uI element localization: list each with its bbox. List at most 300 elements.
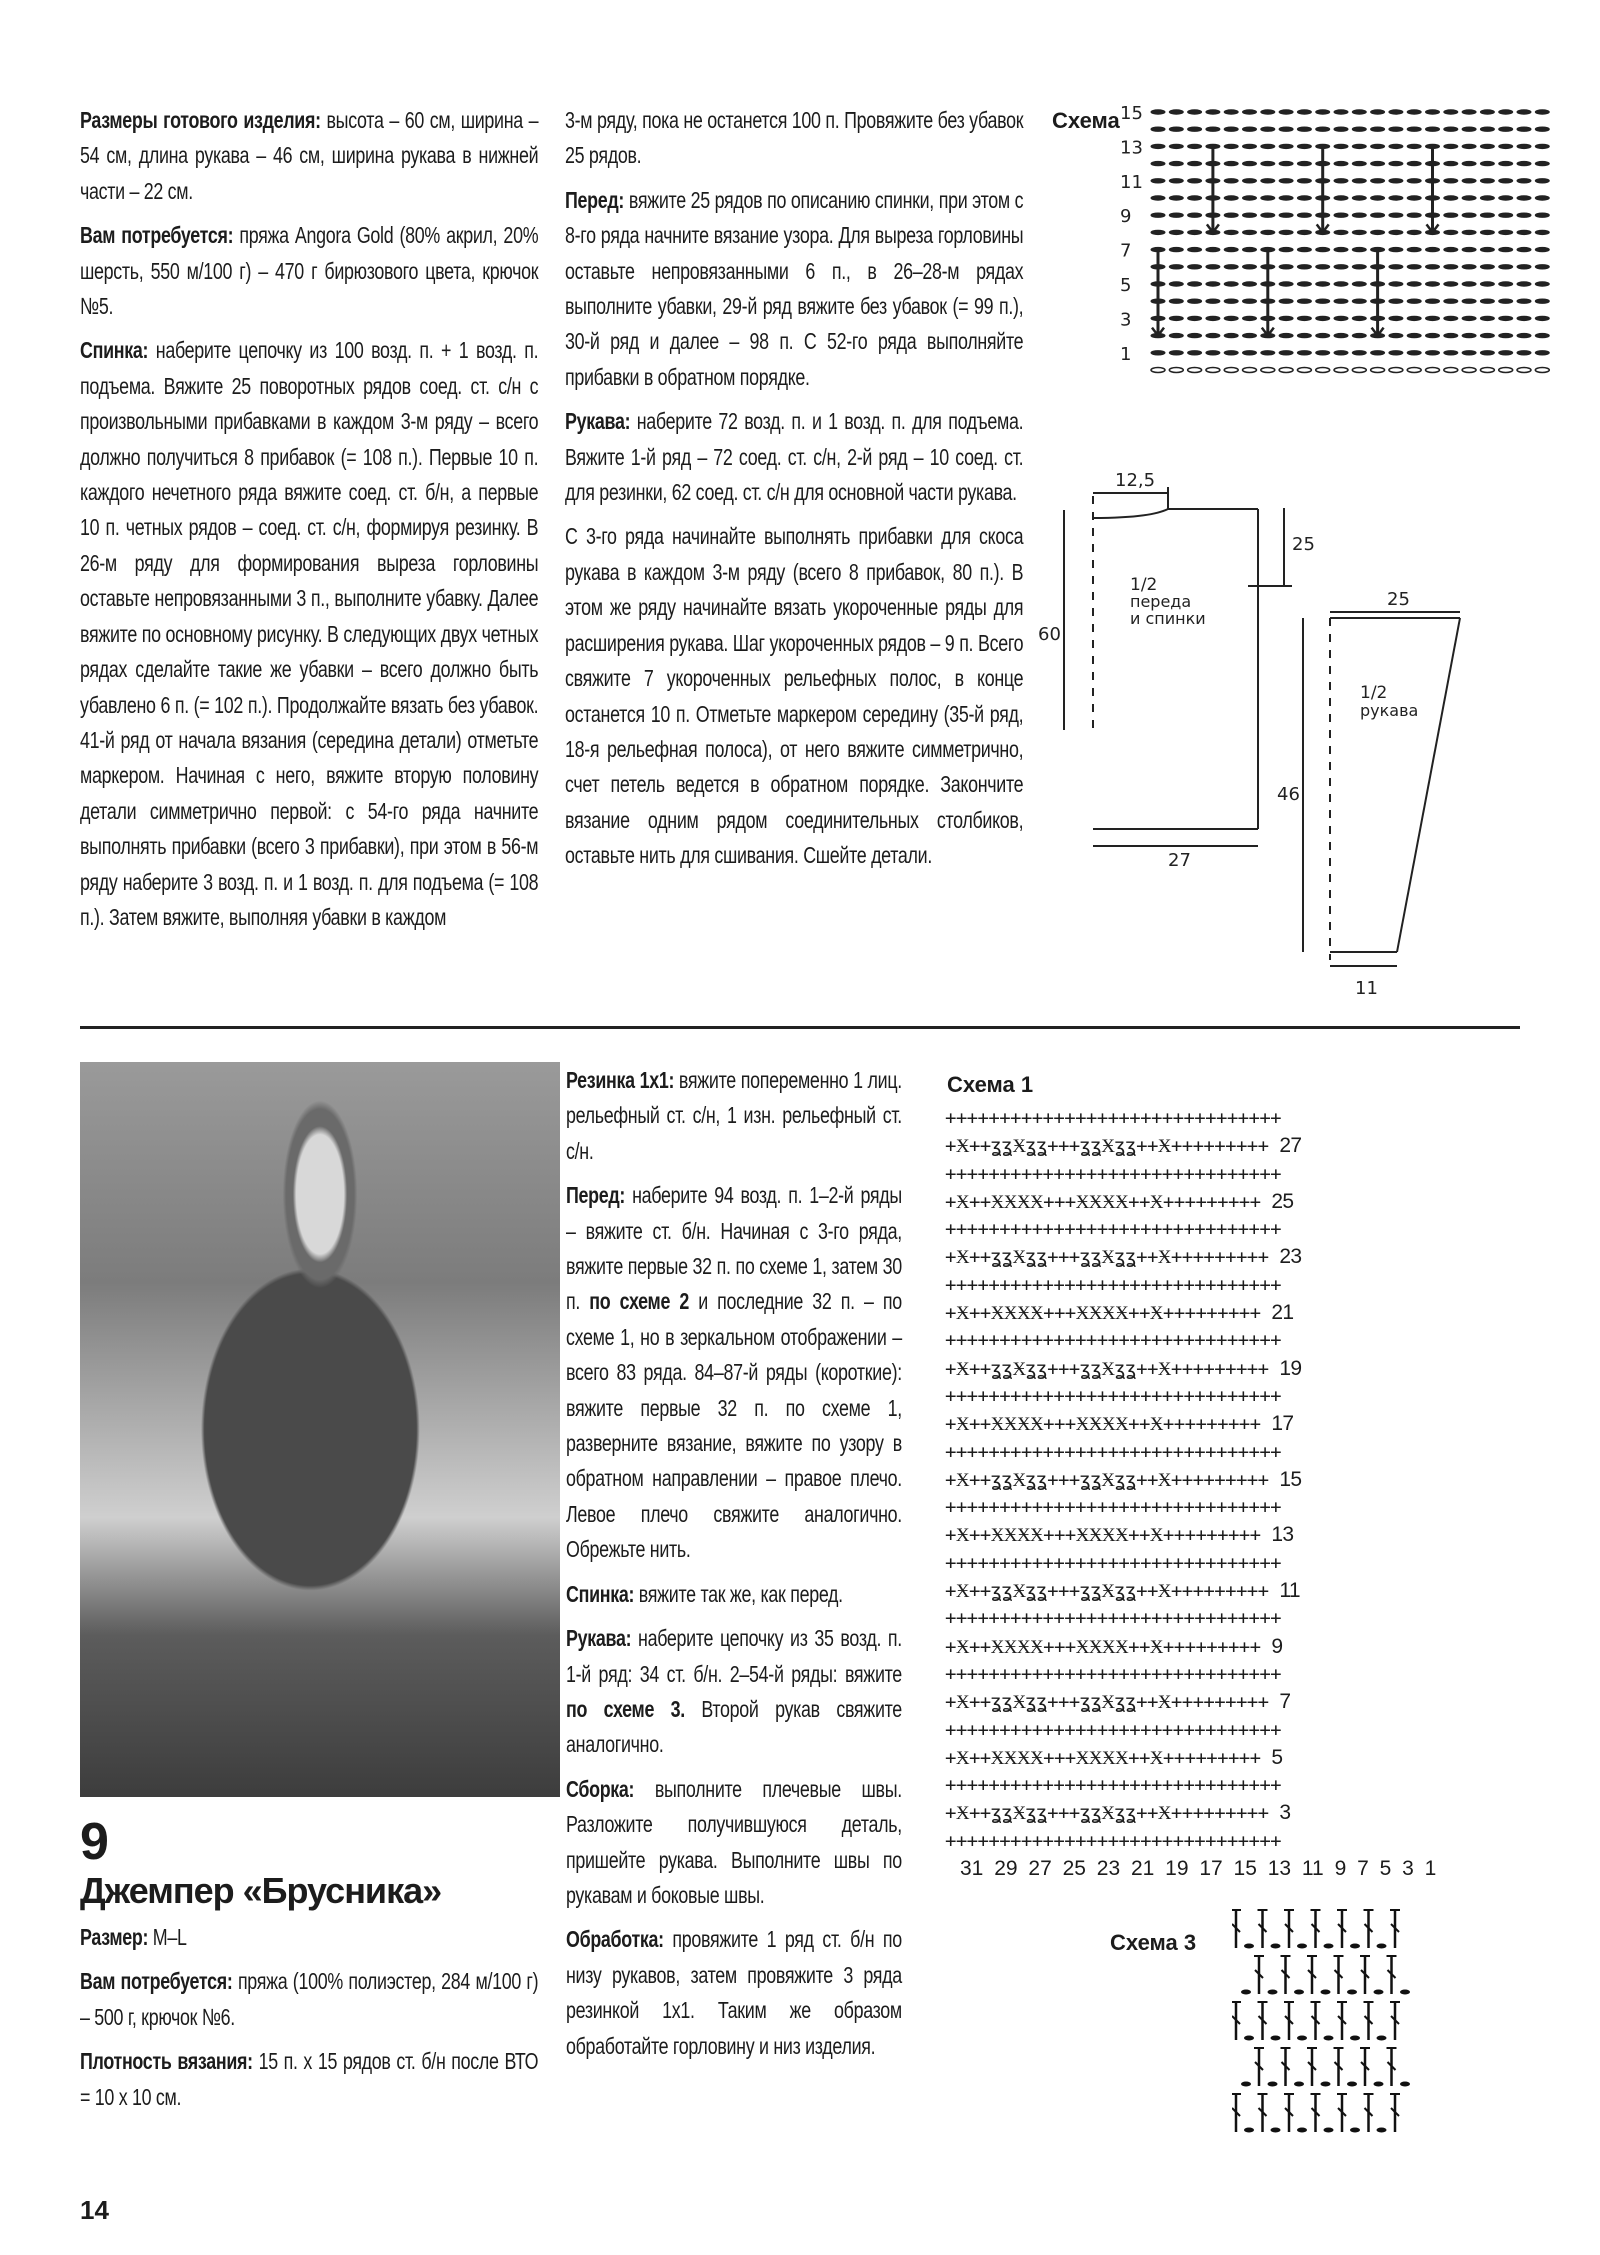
stitch-mark xyxy=(1151,196,1165,200)
stitch-mark xyxy=(1279,196,1293,200)
stitch-mark xyxy=(1334,196,1348,200)
chain-stitch xyxy=(1350,1944,1360,1949)
chain-stitch xyxy=(1321,2082,1331,2087)
stitch-mark xyxy=(1261,230,1275,234)
stitch-mark xyxy=(1444,144,1458,148)
stitch-mark xyxy=(1169,265,1183,269)
stitch-mark xyxy=(1499,282,1513,286)
stitch-mark xyxy=(1243,179,1257,183)
stitch-mark xyxy=(1535,110,1549,114)
stitch-mark xyxy=(1517,265,1531,269)
stitch-mark xyxy=(1389,196,1403,200)
chain-stitch xyxy=(1324,2128,1334,2133)
chart-symbols: +Ӿ++ӾӾӾӾ+++ӾӾӾӾ++Ӿ+++++++++ xyxy=(945,1746,1261,1769)
paragraph-text: наберите 72 возд. п. и 1 возд. п. для подъема. Вяжите 1-й ряд – 72 соед. ст. с/н, 2-й ряд – 10 соед. ст. для резинки, 62 соед. ст. с/н для основной части рукава. xyxy=(565,408,1024,506)
stitch-mark xyxy=(1243,144,1257,148)
stitch-mark xyxy=(1297,265,1311,269)
chart-symbols: +Ӿ++ʓʓӾʓʓ+++ʓʓӾʓʓ++Ӿ+++++++++ xyxy=(945,1802,1269,1825)
stitch-mark xyxy=(1316,333,1330,337)
stitch-mark xyxy=(1188,230,1202,234)
stitch-mark xyxy=(1206,316,1220,320)
stitch-mark xyxy=(1206,247,1220,251)
stitch-mark xyxy=(1444,368,1458,373)
row-number: 7 xyxy=(1120,240,1132,262)
chart-row xyxy=(945,1243,1545,1271)
paragraph xyxy=(80,1964,538,2035)
stitch-mark xyxy=(1279,127,1293,131)
stitch-mark xyxy=(1535,161,1549,165)
row-number: 9 xyxy=(1120,206,1132,228)
paragraph-text: M–L xyxy=(148,1924,187,1950)
stitch-mark xyxy=(1444,351,1458,355)
paragraph xyxy=(80,218,538,324)
stitch-mark xyxy=(1407,333,1421,337)
stitch-mark xyxy=(1297,368,1311,373)
stitch-mark xyxy=(1371,110,1385,114)
row-number: 21 xyxy=(1271,1301,1294,1325)
stitch-mark xyxy=(1371,161,1385,165)
stitch-mark xyxy=(1462,247,1476,251)
paragraph xyxy=(566,1621,902,1763)
stitch-mark xyxy=(1389,127,1403,131)
stitch-mark xyxy=(1535,282,1549,286)
row-number: 5 xyxy=(1271,1745,1283,1769)
stitch-mark xyxy=(1371,196,1385,200)
chain-stitch xyxy=(1324,1944,1334,1949)
stitch-mark xyxy=(1517,333,1531,337)
chart-symbols: +Ӿ++ӾӾӾӾ+++ӾӾӾӾ++Ӿ+++++++++ xyxy=(945,1413,1261,1436)
stitch-mark xyxy=(1407,368,1421,373)
stitch-mark xyxy=(1517,196,1531,200)
stitch-mark xyxy=(1334,161,1348,165)
stitch-mark xyxy=(1480,299,1494,303)
stitch-mark xyxy=(1279,213,1293,217)
chart-symbols: +++++++++++++++++++++++++++++++ xyxy=(945,1162,1282,1185)
chain-stitch xyxy=(1244,2036,1254,2041)
stitch-mark xyxy=(1389,161,1403,165)
row-number: 3 xyxy=(1279,1801,1291,1825)
stitch-mark xyxy=(1389,265,1403,269)
stitch-mark xyxy=(1297,144,1311,148)
chart-row xyxy=(945,1410,1545,1438)
text-column-top-left xyxy=(80,103,538,944)
stitch-mark xyxy=(1261,179,1275,183)
stitch-mark xyxy=(1462,110,1476,114)
chain-stitch xyxy=(1321,1990,1331,1995)
paragraph-lead: Размеры готового изделия: xyxy=(80,107,321,133)
chain-stitch xyxy=(1244,1944,1254,1949)
stitch-mark xyxy=(1389,247,1403,251)
stitch-mark xyxy=(1462,179,1476,183)
stitch-mark xyxy=(1206,282,1220,286)
stitch-mark xyxy=(1169,316,1183,320)
stitch-mark xyxy=(1169,127,1183,131)
paragraph-lead: по схеме 3. xyxy=(566,1695,685,1722)
chart-symbols: +Ӿ++ӾӾӾӾ+++ӾӾӾӾ++Ӿ+++++++++ xyxy=(945,1524,1261,1547)
stitch-mark xyxy=(1297,213,1311,217)
stitch-mark xyxy=(1371,351,1385,355)
stitch-mark xyxy=(1480,351,1494,355)
paragraph xyxy=(565,404,1023,510)
stitch-mark xyxy=(1535,144,1549,148)
row-number: 13 xyxy=(1120,137,1143,159)
stitch-mark xyxy=(1352,196,1366,200)
stitch-mark xyxy=(1535,196,1549,200)
row-number: 7 xyxy=(1279,1690,1291,1714)
paragraph-text: пряжа (100% полиэстер, 284 м/100 г) – 500 г, крючок №6. xyxy=(80,1968,539,2030)
stitch-mark xyxy=(1480,316,1494,320)
stitch-mark xyxy=(1480,144,1494,148)
stitch-mark xyxy=(1224,127,1238,131)
chart-symbols: +++++++++++++++++++++++++++++++ xyxy=(945,1273,1282,1296)
stitch-mark xyxy=(1169,230,1183,234)
chain-stitch xyxy=(1268,2082,1278,2087)
stitch-mark xyxy=(1188,127,1202,131)
stitch-mark xyxy=(1261,368,1275,373)
stitch-mark xyxy=(1352,144,1366,148)
stitch-mark xyxy=(1334,127,1348,131)
chain-stitch xyxy=(1347,1990,1357,1995)
chart-row xyxy=(945,1799,1545,1827)
stitch-mark xyxy=(1188,161,1202,165)
stitch-mark xyxy=(1389,299,1403,303)
stitch-mark xyxy=(1279,351,1293,355)
paragraph-lead: Плотность вязания: xyxy=(80,2048,253,2075)
stitch-mark xyxy=(1444,161,1458,165)
stitch-mark xyxy=(1517,247,1531,251)
chart-symbols: +++++++++++++++++++++++++++++++ xyxy=(945,1496,1282,1519)
stitch-mark xyxy=(1535,247,1549,251)
stitch-mark xyxy=(1297,110,1311,114)
stitch-mark xyxy=(1389,110,1403,114)
stitch-mark xyxy=(1169,247,1183,251)
stitch-mark xyxy=(1352,351,1366,355)
stitch-mark xyxy=(1517,161,1531,165)
stitch-mark xyxy=(1352,282,1366,286)
paragraph-lead: Вам потребуется: xyxy=(80,1968,233,1995)
chart-symbols: +Ӿ++ӾӾӾӾ+++ӾӾӾӾ++Ӿ+++++++++ xyxy=(945,1302,1261,1325)
stitch-mark xyxy=(1407,213,1421,217)
stitch-mark xyxy=(1389,213,1403,217)
stitch-mark xyxy=(1206,368,1220,373)
stitch-mark xyxy=(1224,333,1238,337)
stitch-mark xyxy=(1499,368,1513,373)
stitch-mark xyxy=(1224,144,1238,148)
stitch-mark xyxy=(1480,179,1494,183)
stitch-mark xyxy=(1517,213,1531,217)
stitch-mark xyxy=(1151,351,1165,355)
chain-stitch xyxy=(1271,2128,1281,2133)
stitch-mark xyxy=(1499,299,1513,303)
sleeve-label: рукава xyxy=(1360,701,1419,720)
stitch-mark xyxy=(1535,213,1549,217)
chart-row xyxy=(945,1828,1545,1855)
stitch-mark xyxy=(1243,196,1257,200)
stitch-mark xyxy=(1352,299,1366,303)
chart-symbols: +Ӿ++ʓʓӾʓʓ+++ʓʓӾʓʓ++Ӿ+++++++++ xyxy=(945,1468,1269,1491)
neckline xyxy=(1093,509,1168,518)
chart-row xyxy=(945,1188,1545,1216)
paragraph-lead: Сборка: xyxy=(566,1775,635,1802)
paragraph-lead: Размер: xyxy=(80,1924,149,1950)
dim-neck-width: 12,5 xyxy=(1115,470,1156,491)
stitch-mark xyxy=(1535,351,1549,355)
stitch-mark xyxy=(1407,161,1421,165)
stitch-mark xyxy=(1169,351,1183,355)
paragraph-lead: Рукава: xyxy=(565,408,631,435)
stitch-mark xyxy=(1480,127,1494,131)
schema1-label: Схема 1 xyxy=(947,1072,1034,1097)
stitch-mark xyxy=(1188,144,1202,148)
paragraph xyxy=(566,1178,902,1567)
stitch-mark xyxy=(1535,368,1549,373)
stitch-mark xyxy=(1499,179,1513,183)
stitch-mark xyxy=(1224,368,1238,373)
paragraph-text: наберите цепочку из 100 возд. п. + 1 возд. п. подъема. Вяжите 25 поворотных рядов соед. ст. с/н с произвольными прибавками в каждом 3-м ряду – всего должно получиться 8 прибавок (= 108 п.). Первые 10 п. каждого нечетного ряда вяжите соед. ст. б/н, а первые 10 п. четных рядов – соед. ст. с/н, формируя резинку. В 26-м ряду для формирования выреза горловины оставьте непровязанными 3 п., выполните убавку. Далее вяжите по основному рисунку. В следующих двух четных рядах сделайте такие же убавки – всего должно быть убавлено 6 п. (= 102 п.). Продолжайте вязать без убавок. 41-й ряд от начала вязания (середина детали) отметьте маркером. Начиная с него, вяжите вторую половину детали симметрично первой: с 54-го ряда начните выполнять прибавки (всего 3 прибавки), при этом в 56-м ряду наберите 3 возд. п. и 1 возд. п. для подъема (= 108 п.). Затем вяжите, выполняя убавки в каждом xyxy=(80,337,539,930)
chart-row xyxy=(945,1383,1545,1410)
stitch-mark xyxy=(1389,368,1403,373)
paragraph xyxy=(80,2044,538,2115)
stitch-mark xyxy=(1480,282,1494,286)
stitch-mark xyxy=(1499,213,1513,217)
chart-symbols: +Ӿ++ӾӾӾӾ+++ӾӾӾӾ++Ӿ+++++++++ xyxy=(945,1190,1261,1213)
stitch-mark xyxy=(1243,316,1257,320)
chart-row xyxy=(945,1439,1545,1466)
pattern-number: 9 xyxy=(80,1813,108,1871)
dim-height: 60 xyxy=(1038,624,1061,645)
stitch-mark xyxy=(1151,161,1165,165)
stitch-mark xyxy=(1499,127,1513,131)
stitch-mark xyxy=(1334,247,1348,251)
stitch-mark xyxy=(1224,213,1238,217)
stitch-mark xyxy=(1517,230,1531,234)
chart-row xyxy=(945,1105,1545,1132)
stitch-mark xyxy=(1426,110,1440,114)
stitch-mark xyxy=(1297,351,1311,355)
stitch-mark xyxy=(1389,282,1403,286)
stitch-mark xyxy=(1371,213,1385,217)
paragraph-text: С 3-го ряда начинайте выполнять прибавки для скоса рукава в каждом 3-м ряду (всего 8 прибавок, 80 п.). В этом же ряду начинайте вязать укороченные ряды для расширения рукава. Шаг укороченных рядов – 9 п. Всего свяжите 7 укороченных рельефных полос, в конце останется 10 п. Отметьте маркером середину (35-й ряд, 18-я рельефная полоса), от него вяжите симметрично, счет петель ведется в обратном порядке. Закончите вязание одним рядом соединительных столбиков, оставьте нить для сшивания. Сшейте детали. xyxy=(565,523,1024,869)
stitch-mark xyxy=(1188,351,1202,355)
row-number: 15 xyxy=(1279,1467,1302,1491)
stitch-mark xyxy=(1371,144,1385,148)
stitch-mark xyxy=(1371,230,1385,234)
stitch-mark xyxy=(1352,213,1366,217)
stitch-mark xyxy=(1188,316,1202,320)
chart-symbols: +Ӿ++ʓʓӾʓʓ+++ʓʓӾʓʓ++Ӿ+++++++++ xyxy=(945,1135,1269,1158)
stitch-mark xyxy=(1462,230,1476,234)
stitch-mark xyxy=(1499,161,1513,165)
stitch-mark xyxy=(1316,247,1330,251)
stitch-mark xyxy=(1499,247,1513,251)
stitch-mark xyxy=(1261,127,1275,131)
stitch-mark xyxy=(1407,265,1421,269)
stitch-mark xyxy=(1279,179,1293,183)
stitch-mark xyxy=(1352,368,1366,373)
stitch-mark xyxy=(1169,179,1183,183)
stitch-mark xyxy=(1535,265,1549,269)
stitch-mark xyxy=(1517,144,1531,148)
paragraph xyxy=(80,333,538,935)
stitch-mark xyxy=(1316,316,1330,320)
stitch-mark xyxy=(1206,127,1220,131)
stitch-mark xyxy=(1499,265,1513,269)
stitch-mark xyxy=(1462,213,1476,217)
row-number: 15 xyxy=(1120,103,1143,124)
chart-row xyxy=(945,1132,1545,1160)
chart-symbols: +++++++++++++++++++++++++++++++ xyxy=(945,1662,1282,1685)
paragraph xyxy=(566,1577,902,1612)
stitch-mark xyxy=(1279,161,1293,165)
paragraph-lead: Спинка: xyxy=(80,337,149,364)
row-number: 11 xyxy=(1120,171,1143,193)
stitch-mark xyxy=(1334,282,1348,286)
stitch-mark xyxy=(1316,265,1330,269)
stitch-mark xyxy=(1224,282,1238,286)
dim-armhole: 25 xyxy=(1292,534,1315,555)
chain-stitch xyxy=(1324,2036,1334,2041)
stitch-mark xyxy=(1334,368,1348,373)
stitch-mark xyxy=(1480,247,1494,251)
stitch-mark xyxy=(1188,213,1202,217)
row-number: 25 xyxy=(1271,1189,1294,1213)
chart-row xyxy=(945,1299,1545,1327)
stitch-mark xyxy=(1444,316,1458,320)
chart-symbols: +++++++++++++++++++++++++++++++ xyxy=(945,1107,1282,1129)
stitch-mark xyxy=(1261,110,1275,114)
stitch-mark xyxy=(1352,161,1366,165)
stitch-mark xyxy=(1188,247,1202,251)
stitch-mark xyxy=(1426,316,1440,320)
stitch-mark xyxy=(1206,351,1220,355)
stitch-mark xyxy=(1206,299,1220,303)
stitch-mark xyxy=(1444,299,1458,303)
stitch-mark xyxy=(1188,265,1202,269)
stitch-mark xyxy=(1407,282,1421,286)
stitch-mark xyxy=(1243,110,1257,114)
chart-row xyxy=(945,1633,1545,1661)
stitch-mark xyxy=(1243,213,1257,217)
stitch-mark xyxy=(1297,299,1311,303)
chart-row xyxy=(945,1272,1545,1299)
stitch-mark xyxy=(1316,299,1330,303)
chain-stitch xyxy=(1374,2082,1384,2087)
stitch-mark xyxy=(1188,179,1202,183)
stitch-chart-1 xyxy=(945,1105,1545,1882)
stitch-mark xyxy=(1389,333,1403,337)
stitch-mark xyxy=(1407,196,1421,200)
stitch-mark xyxy=(1444,282,1458,286)
stitch-mark xyxy=(1188,368,1202,373)
chart-row xyxy=(945,1327,1545,1354)
stitch-mark xyxy=(1297,230,1311,234)
paragraph xyxy=(566,1772,902,1914)
chain-stitch xyxy=(1347,2082,1357,2087)
chart-symbols: +++++++++++++++++++++++++++++++ xyxy=(945,1607,1282,1630)
stitch-mark xyxy=(1352,316,1366,320)
stitch-mark xyxy=(1389,144,1403,148)
chain-stitch xyxy=(1241,2082,1251,2087)
chain-stitch xyxy=(1350,2128,1360,2133)
stitch-mark xyxy=(1261,161,1275,165)
chain-stitch xyxy=(1297,2036,1307,2041)
chain-stitch xyxy=(1400,1990,1410,1995)
stitch-mark xyxy=(1334,179,1348,183)
stitch-mark xyxy=(1279,144,1293,148)
stitch-mark xyxy=(1407,351,1421,355)
stitch-mark xyxy=(1224,196,1238,200)
stitch-mark xyxy=(1517,282,1531,286)
paragraph-lead: Перед: xyxy=(566,1182,626,1209)
row-number: 1 xyxy=(1120,343,1132,365)
stitch-mark xyxy=(1499,144,1513,148)
stitch-mark xyxy=(1334,316,1348,320)
stitch-mark xyxy=(1334,144,1348,148)
stitch-mark xyxy=(1407,127,1421,131)
stitch-mark xyxy=(1316,351,1330,355)
stitch-mark xyxy=(1407,110,1421,114)
stitch-mark xyxy=(1517,351,1531,355)
stitch-mark xyxy=(1426,282,1440,286)
model-photo xyxy=(80,1062,560,1797)
chain-stitch xyxy=(1241,1990,1251,1995)
stitch-mark xyxy=(1426,351,1440,355)
stitch-mark xyxy=(1407,179,1421,183)
stitch-mark xyxy=(1243,230,1257,234)
chart-row xyxy=(945,1466,1545,1494)
chain-stitch xyxy=(1377,2036,1387,2041)
stitch-mark xyxy=(1279,299,1293,303)
stitch-mark xyxy=(1480,213,1494,217)
chart-row xyxy=(945,1688,1545,1716)
stitch-mark xyxy=(1462,316,1476,320)
stitch-mark xyxy=(1444,196,1458,200)
row-number: 27 xyxy=(1279,1134,1302,1158)
specs-column xyxy=(80,1920,538,2124)
stitch-mark xyxy=(1517,299,1531,303)
stitch-mark xyxy=(1371,368,1385,373)
stitch-mark xyxy=(1243,299,1257,303)
paragraph-text: вяжите 25 рядов по описанию спинки, при этом с 8-го ряда начните вязание узора. Для выреза горловины оставьте непровязанными 6 п., в 26–28-м рядах выполните убавки, 29-й ряд вяжите без убавок (= 99 п.), 30-й ряд и далее – 98 п. С 52-го ряда выполняйте прибавки в обратном порядке. xyxy=(565,186,1024,390)
stitch-mark xyxy=(1169,213,1183,217)
stitch-mark xyxy=(1426,247,1440,251)
stitch-mark xyxy=(1407,247,1421,251)
paragraph-text: и последние 32 п. – по схеме 1, но в зеркальном отображении – всего 83 ряда. 84–87-й ряды (короткие): вяжите первые 32 п. по схеме 1, разверните вязание, вяжите по узору в обратном направлении – правое плечо. Левое плечо свяжите аналогично. Обрежьте нить. xyxy=(566,1288,902,1563)
stitch-mark xyxy=(1224,299,1238,303)
stitch-mark xyxy=(1279,265,1293,269)
chart-row xyxy=(945,1161,1545,1188)
stitch-mark xyxy=(1224,265,1238,269)
stitch-mark xyxy=(1188,282,1202,286)
stitch-mark xyxy=(1444,265,1458,269)
stitch-chart-top xyxy=(1120,100,1560,380)
stitch-mark xyxy=(1499,230,1513,234)
chain-stitch xyxy=(1297,1944,1307,1949)
stitch-mark xyxy=(1169,110,1183,114)
chart-symbols: +Ӿ++ʓʓӾʓʓ+++ʓʓӾʓʓ++Ӿ+++++++++ xyxy=(945,1580,1269,1603)
paragraph-lead: Перед: xyxy=(565,186,625,213)
sleeve-fraction: 1/2 xyxy=(1360,683,1388,703)
stitch-mark xyxy=(1517,368,1531,373)
stitch-mark xyxy=(1316,127,1330,131)
paragraph-text: выполните плечевые швы. Разложите получившуюся деталь, пришейте рукава. Выполните швы по рукавам и боковые швы. xyxy=(566,1775,902,1908)
stitch-mark xyxy=(1462,368,1476,373)
stitch-mark xyxy=(1297,247,1311,251)
chain-stitch xyxy=(1244,2128,1254,2133)
paragraph-text: высота – 60 см, ширина – 54 см, длина рукава – 46 см, ширина рукава в нижней части – 22 см. xyxy=(80,107,539,204)
stitch-mark xyxy=(1462,127,1476,131)
chart-row xyxy=(945,1605,1545,1632)
